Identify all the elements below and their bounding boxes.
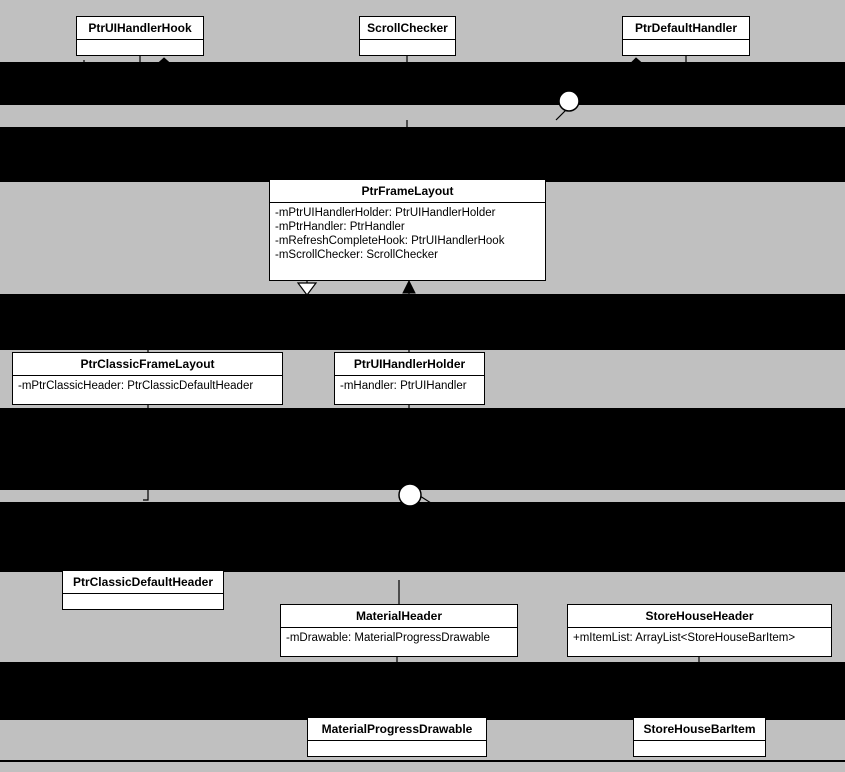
class-attributes: [568, 628, 831, 648]
association-ball: [559, 91, 579, 111]
class-title: MaterialProgressDrawable: [308, 718, 486, 741]
class-attributes: [77, 40, 203, 57]
class-attributes: [308, 741, 486, 758]
uml-class-store-house-header[interactable]: [567, 604, 832, 657]
class-attributes: [634, 741, 765, 758]
arrowhead: [403, 408, 415, 420]
uml-class-ptr-ui-handler-holder[interactable]: [334, 352, 485, 405]
class-attribute: +mItemList: ArrayList<StoreHouseBarItem>: [573, 632, 796, 644]
class-attributes: [281, 628, 517, 648]
generalization-arrowhead: [298, 283, 316, 295]
class-attributes: [335, 376, 484, 396]
class-attribute: -mPtrClassicHeader: PtrClassicDefaultHeader: [18, 380, 254, 392]
class-attribute: -mHandler: PtrUIHandler: [340, 380, 467, 392]
class-attributes: [360, 40, 455, 57]
class-attribute: -mPtrHandler: PtrHandler: [275, 221, 405, 233]
uml-class-store-house-bar-item[interactable]: [633, 717, 766, 757]
class-attribute: -mDrawable: MaterialProgressDrawable: [286, 632, 490, 644]
class-attribute: -mPtrUIHandlerHolder: PtrUIHandlerHolder: [275, 207, 496, 219]
class-title: StoreHouseBarItem: [634, 718, 765, 741]
uml-class-ptr-ui-handler-hook[interactable]: [76, 16, 204, 56]
class-attribute: -mRefreshCompleteHook: PtrUIHandlerHook: [275, 235, 505, 247]
arrowhead: [146, 58, 182, 74]
class-attributes: [623, 40, 749, 57]
arrowhead: [403, 281, 415, 293]
class-title: ScrollChecker: [360, 17, 455, 40]
class-attributes: [270, 203, 545, 265]
uml-class-material-header[interactable]: [280, 604, 518, 657]
uml-class-material-progress-drawable[interactable]: [307, 717, 487, 757]
uml-class-scroll-checker[interactable]: [359, 16, 456, 56]
class-title: PtrUIHandlerHook: [77, 17, 203, 40]
class-attribute: -mScrollChecker: ScrollChecker: [275, 249, 438, 261]
uml-class-ptr-classic-frame-layout[interactable]: [12, 352, 283, 405]
class-title: PtrClassicDefaultHeader: [63, 571, 223, 594]
uml-class-ptr-frame-layout[interactable]: [269, 179, 546, 281]
class-title: MaterialHeader: [281, 605, 517, 628]
class-title: PtrClassicFrameLayout: [13, 353, 282, 376]
class-title: PtrDefaultHandler: [623, 17, 749, 40]
class-attributes: [63, 594, 223, 611]
class-title: PtrUIHandlerHolder: [335, 353, 484, 376]
uml-class-ptr-default-handler[interactable]: [622, 16, 750, 56]
class-title: PtrFrameLayout: [270, 180, 545, 203]
association-ball: [399, 484, 421, 506]
uml-class-ptr-classic-default-header[interactable]: [62, 570, 224, 610]
class-attributes: [13, 376, 282, 396]
class-title: StoreHouseHeader: [568, 605, 831, 628]
